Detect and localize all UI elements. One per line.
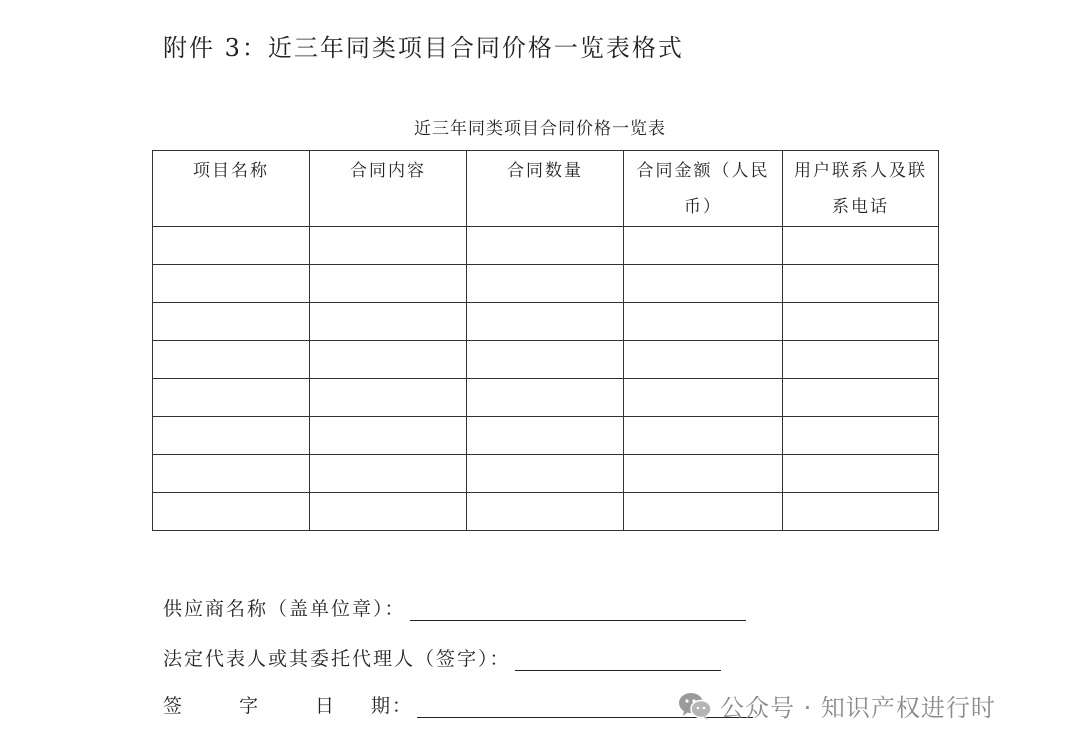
table-cell[interactable] [153, 493, 310, 531]
table-row [153, 303, 939, 341]
table-cell[interactable] [153, 379, 310, 417]
representative-label: 法定代表人或其委托代理人（签字）： [163, 648, 511, 670]
table-cell[interactable] [783, 303, 939, 341]
table-cell[interactable] [310, 379, 467, 417]
table-cell[interactable] [310, 265, 467, 303]
table-cell[interactable] [310, 455, 467, 493]
table-cell[interactable] [624, 341, 783, 379]
col-header-contract-quantity: 合同数量 [467, 151, 624, 227]
table-cell[interactable] [783, 265, 939, 303]
sign-date-char-2: 字 [239, 695, 261, 717]
table-cell[interactable] [783, 341, 939, 379]
col-header-contract-content: 合同内容 [310, 151, 467, 227]
supplier-name-blank[interactable] [410, 602, 746, 621]
representative-signature-blank[interactable] [515, 652, 721, 671]
table-row [153, 455, 939, 493]
table-cell[interactable] [467, 379, 624, 417]
table-cell[interactable] [783, 493, 939, 531]
table-cell[interactable] [153, 417, 310, 455]
contract-price-table [152, 150, 939, 531]
table-row [153, 417, 939, 455]
watermark [678, 688, 996, 723]
table-title-text: 近三年同类项目合同价格一览表 [414, 119, 666, 139]
table-cell[interactable] [783, 227, 939, 265]
table-row [153, 379, 939, 417]
supplier-name-label: 供应商名称（盖单位章）： [163, 598, 406, 620]
table-cell[interactable] [624, 265, 783, 303]
table-cell[interactable] [153, 265, 310, 303]
supplier-name-line [163, 594, 746, 621]
table-row [153, 493, 939, 531]
attachment-title: 附件 3：近三年同类项目合同价格一览表格式 [163, 34, 684, 62]
table-cell[interactable] [783, 379, 939, 417]
table-cell[interactable] [310, 341, 467, 379]
col-header-project-name: 项目名称 [153, 151, 310, 227]
table-cell[interactable] [624, 417, 783, 455]
table-cell[interactable] [310, 493, 467, 531]
table-header-row [153, 151, 939, 227]
table-row [153, 227, 939, 265]
table-cell[interactable] [467, 417, 624, 455]
sign-date-char-3: 日 [315, 695, 337, 717]
table-cell[interactable] [310, 303, 467, 341]
table-row [153, 341, 939, 379]
table-cell[interactable] [783, 417, 939, 455]
table-cell[interactable] [467, 455, 624, 493]
table-cell[interactable] [624, 379, 783, 417]
sign-date-char-1: 签 [163, 695, 185, 717]
table-cell[interactable] [310, 417, 467, 455]
table-cell[interactable] [153, 227, 310, 265]
table-cell[interactable] [467, 303, 624, 341]
table-cell[interactable] [467, 493, 624, 531]
table-body [153, 227, 939, 531]
table-cell[interactable] [624, 227, 783, 265]
col-header-user-contact: 用户联系人及联系电话 [783, 151, 939, 227]
watermark-text: 公众号 · 知识产权进行时 [720, 694, 996, 722]
table-cell[interactable] [310, 227, 467, 265]
table-cell[interactable] [467, 265, 624, 303]
table-cell[interactable] [153, 455, 310, 493]
table-title [0, 114, 1080, 139]
wechat-icon [678, 691, 712, 721]
sign-date-char-4: 期： [371, 695, 414, 717]
table-cell[interactable] [153, 341, 310, 379]
col-header-contract-amount: 合同金额（人民币） [624, 151, 783, 227]
table-cell[interactable] [153, 303, 310, 341]
sign-date-line [163, 691, 753, 718]
table-cell[interactable] [624, 303, 783, 341]
table-cell[interactable] [467, 227, 624, 265]
table-cell[interactable] [783, 455, 939, 493]
table-cell[interactable] [624, 455, 783, 493]
representative-line [163, 644, 721, 671]
table-row [153, 265, 939, 303]
table-cell[interactable] [467, 341, 624, 379]
table-cell[interactable] [624, 493, 783, 531]
